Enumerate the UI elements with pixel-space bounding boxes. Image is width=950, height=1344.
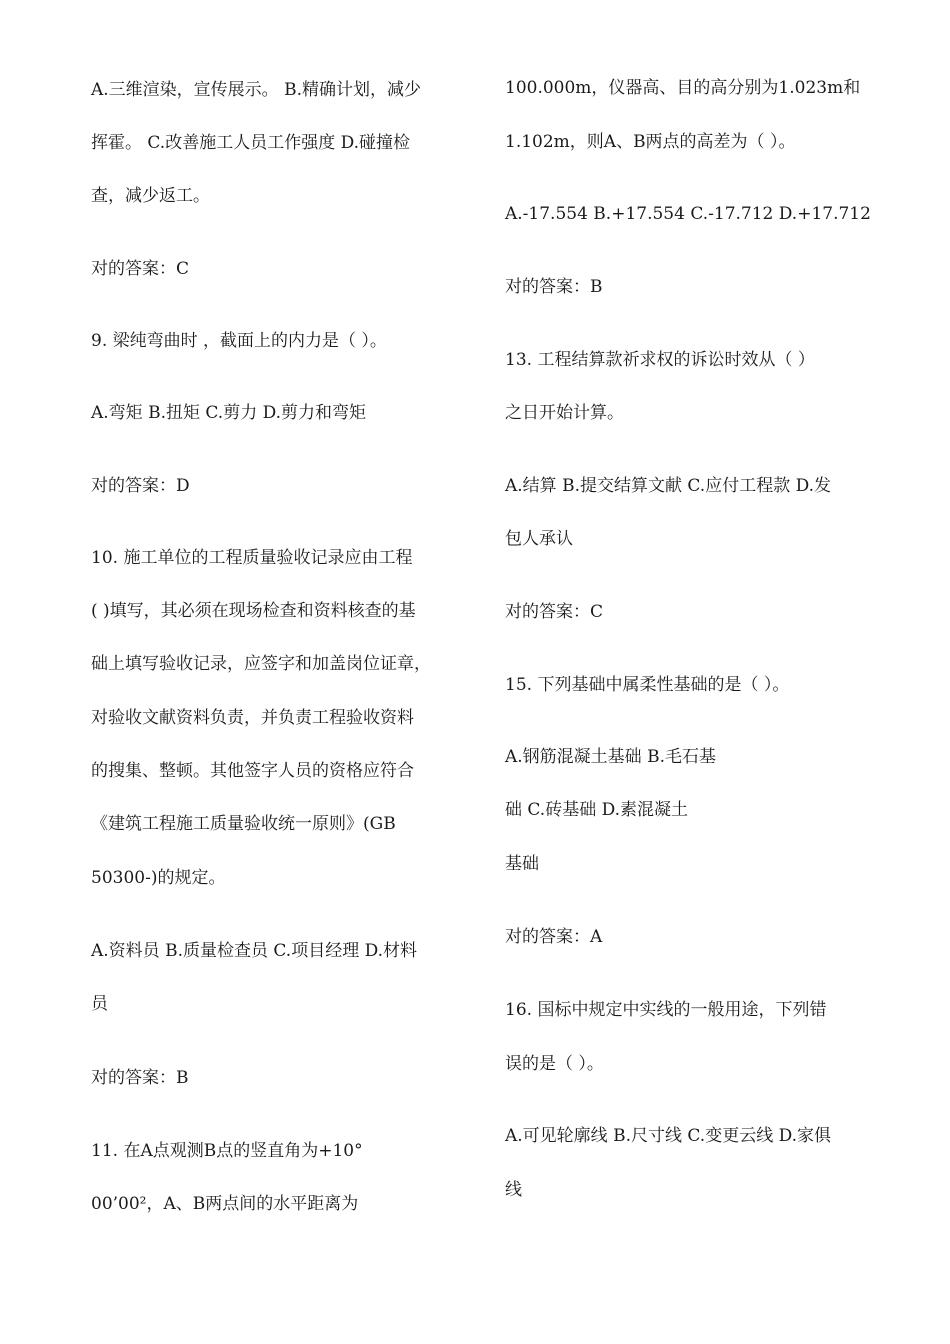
text-line: 础上填写验收记录，应签字和加盖岗位证章， xyxy=(91,654,431,674)
answer-line: 对的答案：C xyxy=(505,602,604,622)
answer-line: 对的答案：B xyxy=(505,277,603,297)
text-line: 线 xyxy=(505,1180,522,1200)
question-line: 9. 梁纯弯曲时 ，截面上的内力是（ ）。 xyxy=(91,331,387,351)
answer-line: 对的答案：A xyxy=(505,927,603,947)
text-line: 之日开始计算。 xyxy=(505,403,624,423)
options-line: A.钢筋混凝土基础 B.毛石基 xyxy=(505,747,716,767)
answer-line: 对的答案：C xyxy=(91,259,190,279)
text-line: 基础 xyxy=(505,854,539,874)
text-line: ( )填写，其必须在现场检查和资料核查的基 xyxy=(91,601,416,621)
text-line: 挥霍。 C.改善施工人员工作强度 D.碰撞检 xyxy=(91,133,411,153)
text-line: 误的是（ ）。 xyxy=(505,1054,604,1074)
question-line: 10. 施工单位的工程质量验收记录应由工程 xyxy=(91,548,413,568)
options-line: A.弯矩 B.扭矩 C.剪力 D.剪力和弯矩 xyxy=(91,403,367,423)
text-line: 员 xyxy=(91,994,108,1014)
text-line: 础 C.砖基础 D.素混凝土 xyxy=(505,800,689,820)
text-line: 《建筑工程施工质量验收统一原则》(GB xyxy=(91,814,396,834)
text-line: 的搜集、整顿。其他签字人员的资格应符合 xyxy=(91,761,414,781)
text-line: 对验收文献资料负责，并负责工程验收资料 xyxy=(91,708,414,728)
text-line: 查，减少返工。 xyxy=(91,186,210,206)
text-line: 1.102m，则A、B两点的高差为（ ）。 xyxy=(505,132,796,152)
text-line: 50300-)的规定。 xyxy=(91,868,226,888)
question-line: 16. 国标中规定中实线的一般用途，下列错 xyxy=(505,1000,827,1020)
question-line: 13. 工程结算款祈求权的诉讼时效从（ ） xyxy=(505,350,815,370)
answer-line: 对的答案：B xyxy=(91,1068,189,1088)
options-line: A.结算 B.提交结算文献 C.应付工程款 D.发 xyxy=(505,476,832,496)
options-line: A.资料员 B.质量检查员 C.项目经理 D.材料 xyxy=(91,941,418,961)
question-line: 11. 在A点观测B点的竖直角为+10° xyxy=(91,1141,363,1161)
text-line: 100.000m，仪器高、目的高分别为1.023m和 xyxy=(505,78,861,98)
options-line: A.可见轮廓线 B.尺寸线 C.变更云线 D.家俱 xyxy=(505,1126,832,1146)
answer-line: 对的答案：D xyxy=(91,476,190,496)
question-line: 15. 下列基础中属柔性基础的是（ ）。 xyxy=(505,675,790,695)
text-line: 00’00²，A、B两点间的水平距离为 xyxy=(91,1194,359,1214)
text-line: 包人承认 xyxy=(505,529,573,549)
text-line: A.三维渲染，宣传展示。 B.精确计划，减少 xyxy=(91,80,421,100)
options-line: A.-17.554 B.+17.554 C.-17.712 D.+17.712 xyxy=(505,204,871,224)
